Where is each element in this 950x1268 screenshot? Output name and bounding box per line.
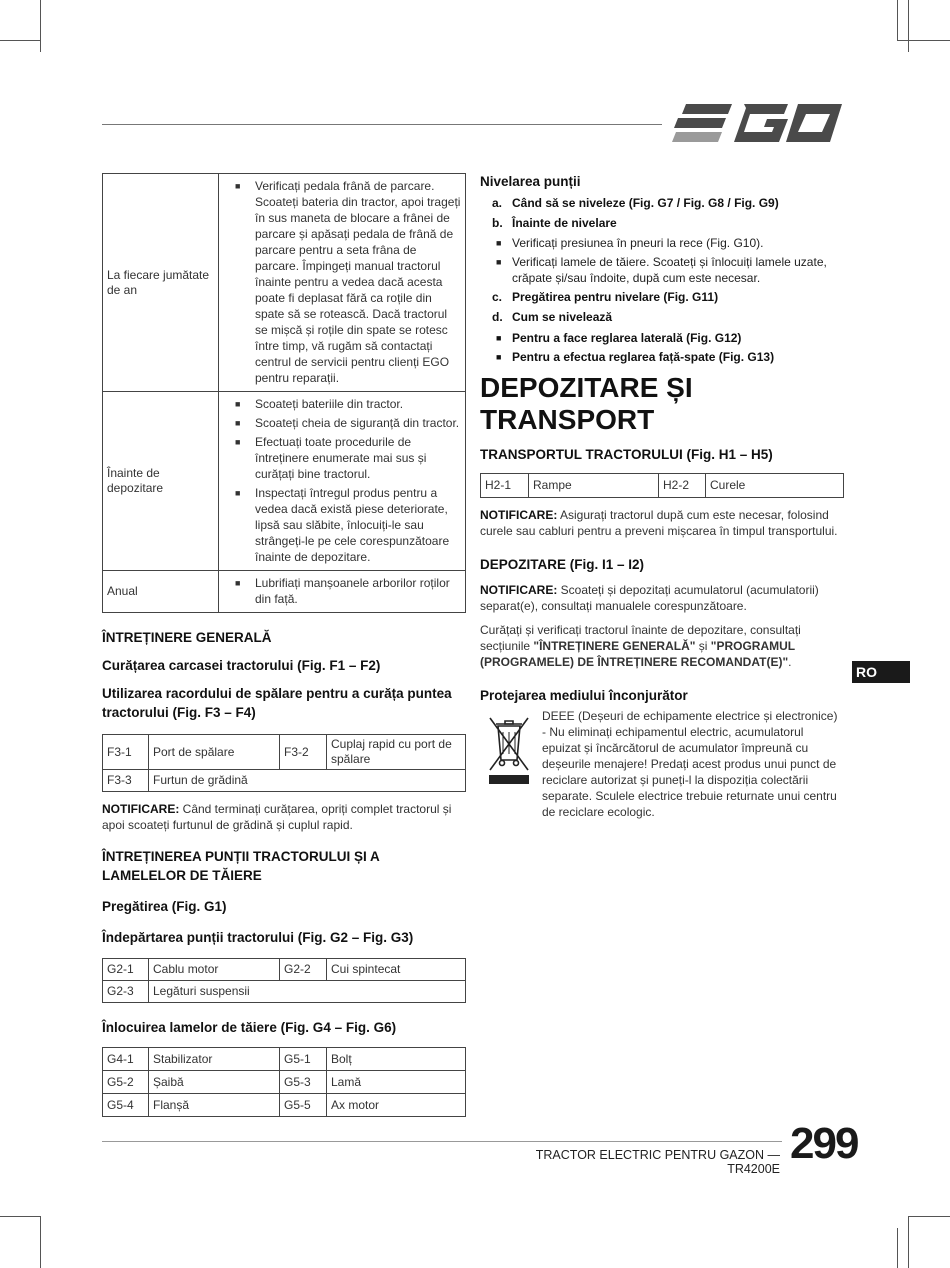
schedule-item: ■ Scoateți cheia de siguranță din tractor. xyxy=(219,415,461,431)
table-row: G2-1 Cablu motor G2-2 Cui spintecat xyxy=(103,959,466,981)
g4-parts-table xyxy=(102,1047,466,1117)
schedule-item: ■ Efectuați toate procedurile de întreținere enumerate mai sus și curățați bine tractorul. xyxy=(219,434,461,482)
subsection-heading: Curățarea carcasei tractorului (Fig. F1 – F2) xyxy=(102,658,381,673)
footer-rule xyxy=(102,1141,782,1142)
schedule-item: ■ Scoateți bateriile din tractor. xyxy=(219,396,461,412)
subsection-heading: Înlocuirea lamelor de tăiere (Fig. G4 – Fig. G6) xyxy=(102,1020,397,1035)
footer-title: TRACTOR ELECTRIC PENTRU GAZON — TR4200E xyxy=(535,1148,780,1176)
weee-text: DEEE (Deșeuri de echipamente electrice și electronice) - Nu eliminați echipamentul electric, acumulatorul epuizat și încărcătorul de acumulator împreună cu deșeurile menajere! Predați acest produs unui punct de reciclare autorizat și puneți-l la dispoziția colectării separate. Sculele electrice trebuie returnate unui centru de reciclare ecologic. xyxy=(542,709,838,819)
table-row: G4-1 Stabilizator G5-1 Bolț xyxy=(103,1048,466,1071)
step-a: a. Când să se niveleze (Fig. G7 / Fig. G8 / Fig. G9) xyxy=(492,196,779,210)
crop-mark xyxy=(897,1228,898,1268)
list-item: ■ Verificați presiunea în pneuri la rece (Fig. G10). xyxy=(480,235,844,251)
left-column xyxy=(102,173,466,1117)
schedule-interval: Înainte de depozitare xyxy=(103,392,219,571)
table-row: F3-3 Furtun de grădină xyxy=(103,770,466,792)
notice: NOTIFICARE: Asigurați tractorul după cum este necesar, folosind curele sau cabluri pentru a preveni mișcarea în timpul transportului. xyxy=(480,508,838,538)
header-rule xyxy=(102,124,662,125)
subsection-heading: Îndepărtarea punții tractorului (Fig. G2 – Fig. G3) xyxy=(102,930,414,945)
crop-mark xyxy=(908,1216,909,1268)
crop-mark xyxy=(0,40,40,41)
page-number: 299 xyxy=(790,1119,858,1168)
weee-bin-icon xyxy=(486,712,532,788)
list-item: ■ Pentru a efectua reglarea față-spate (Fig. G13) xyxy=(480,349,844,365)
schedule-interval: Anual xyxy=(103,571,219,613)
g2-parts-table xyxy=(102,958,466,1003)
f3-parts-table xyxy=(102,734,466,792)
table-row: H2-1 Rampe H2-2 Curele xyxy=(481,474,844,498)
subsection-heading: Pregătirea (Fig. G1) xyxy=(102,899,227,914)
table-row xyxy=(103,174,466,392)
right-column xyxy=(480,172,844,820)
crop-mark xyxy=(40,0,41,52)
storage-paragraph: Curățați și verificați tractorul înainte de depozitare, consultați secțiunile "ÎNTREȚINERE GENERALĂ" și "PROGRAMUL (PROGRAMELE) DE ÎNTREȚINERE RECOMANDAT(E)". xyxy=(480,623,801,669)
schedule-item: ■ Inspectați întregul produs pentru a vedea dacă există piese deteriorate, lipsă sau slăbite, înlocuiți-le sau strângeți-le pe cele corespunzătoare înainte de depozitare. xyxy=(219,485,461,565)
schedule-item: ■ Lubrifiați manșoanele arborilor roților din față. xyxy=(219,575,461,607)
weee-block xyxy=(480,708,844,820)
subsection-heading: Protejarea mediului înconjurător xyxy=(480,688,688,703)
table-row: G2-3 Legături suspensii xyxy=(103,981,466,1003)
step-d-list xyxy=(480,330,844,365)
step-d: d. Cum se nivelează xyxy=(492,310,613,324)
crop-mark xyxy=(897,40,950,41)
notice: NOTIFICARE: Când terminați curățarea, opriți complet tractorul și apoi scoateți furtunul de grădină și cuplul rapid. xyxy=(102,802,452,832)
table-row xyxy=(103,571,466,613)
crop-mark xyxy=(908,0,909,52)
step-b: b. Înainte de nivelare xyxy=(492,216,617,230)
crop-mark xyxy=(908,1216,950,1217)
list-item: ■ Pentru a face reglarea laterală (Fig. G12) xyxy=(480,330,844,346)
maintenance-schedule-table xyxy=(102,173,466,613)
ego-logo xyxy=(672,100,844,146)
h2-parts-table xyxy=(480,473,844,498)
table-row: F3-1 Port de spălare F3-2 Cuplaj rapid cu port de spălare xyxy=(103,735,466,770)
table-row xyxy=(103,392,466,571)
table-row: G5-2 Șaibă G5-3 Lamă xyxy=(103,1071,466,1094)
section-heading: DEPOZITARE (Fig. I1 – I2) xyxy=(480,557,645,572)
schedule-item: ■ Verificați pedala frână de parcare. Scoateți bateria din tractor, apoi trageți în sus maneta de blocare a frânei de parcare și apăsați pedala de frână de parcare pentru a seta frâna de parcare. Împingeți manual tractorul înainte pentru a vedea dacă acesta poate fi deplasat fără ca roțile din spate să se rotească. Dacă tractorul se mișcă și roțile din spate se rotesc între timp, vă rugăm să contactați centrul de servicii pentru clienți EGO pentru reparații. xyxy=(219,178,461,386)
crop-mark xyxy=(40,1216,41,1268)
section-heading: ÎNTREȚINEREA PUNȚII TRACTORULUI ȘI A LAMELELOR DE TĂIERE xyxy=(102,849,380,883)
list-item: ■ Verificați lamele de tăiere. Scoateți și înlocuiți lamele uzate, crăpate și/sau îndoite, după cum este necesar. xyxy=(480,254,844,286)
table-row: G5-4 Flanșă G5-5 Ax motor xyxy=(103,1094,466,1117)
subsection-heading: Nivelarea punții xyxy=(480,174,581,189)
subsection-heading: Utilizarea racordului de spălare pentru a curăța puntea tractorului (Fig. F3 – F4) xyxy=(102,686,452,720)
page-section-title: DEPOZITARE ȘI TRANSPORT xyxy=(480,372,693,435)
crop-mark xyxy=(897,0,898,40)
notice: NOTIFICARE: Scoateți și depozitați acumulatorul (acumulatorii) separat(e), consultați manualele corespunzătoare. xyxy=(480,583,819,613)
section-heading: ÎNTREȚINERE GENERALĂ xyxy=(102,630,272,645)
language-tab: RO xyxy=(852,661,910,683)
schedule-interval: La fiecare jumătate de an xyxy=(103,174,219,392)
crop-mark xyxy=(0,1216,40,1217)
step-c: c. Pregătirea pentru nivelare (Fig. G11) xyxy=(492,290,719,304)
section-heading: TRANSPORTUL TRACTORULUI (Fig. H1 – H5) xyxy=(480,447,773,462)
step-b-list xyxy=(480,235,844,286)
